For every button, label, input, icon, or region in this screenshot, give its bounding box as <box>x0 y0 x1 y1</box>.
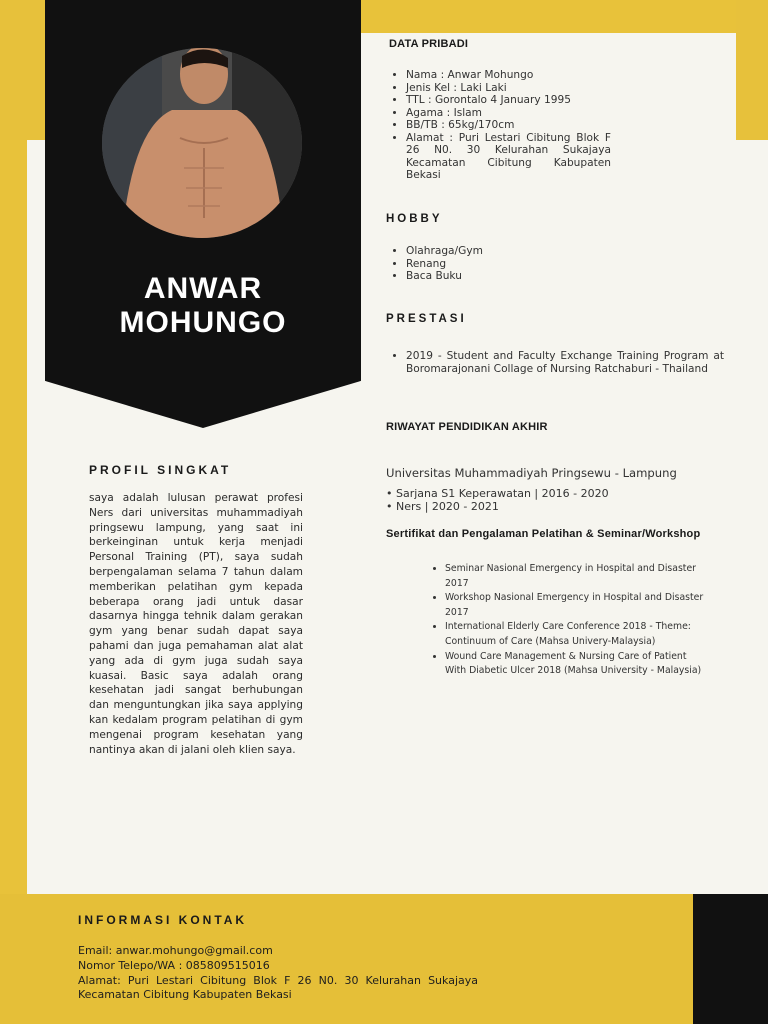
list-item: • Agama : Islam <box>406 107 611 120</box>
section-title-pendidikan: RIWAYAT PENDIDIKAN AKHIR <box>386 421 548 433</box>
section-title-prestasi: PRESTASI <box>386 313 467 325</box>
list-item: • Jenis Kel : Laki Laki <box>406 82 611 95</box>
hobby-list <box>386 245 606 283</box>
contact-info <box>78 944 478 1003</box>
education-degree: • Sarjana S1 Keperawatan | 2016 - 2020 <box>386 487 609 500</box>
background-panel-right <box>736 400 768 894</box>
education-degree: • Ners | 2020 - 2021 <box>386 500 499 513</box>
list-item: • International Elderly Care Conference 2018 - Theme: Continuum of Care (Mahsa Univery-Malaysia) <box>445 620 705 649</box>
list-item: • Alamat : Puri Lestari Cibitung Blok F 26 N0. 30 Kelurahan Sukajaya Kecamatan Cibitung Kabupaten Bekasi <box>406 132 611 182</box>
section-title-profil: PROFIL SINGKAT <box>89 463 232 477</box>
name-line-2: MOHUNGO <box>119 306 287 339</box>
list-item: • Wound Care Management & Nursing Care of Patient With Diabetic Ulcer 2018 (Mahsa University - Malaysia) <box>445 650 705 679</box>
person-name <box>45 272 361 340</box>
person-photo-icon <box>102 48 302 238</box>
contact-address: Alamat: Puri Lestari Cibitung Blok F 26 N0. 30 Kelurahan Sukajaya Kecamatan Cibitung Kabupaten Bekasi <box>78 973 478 1002</box>
list-item: • Seminar Nasional Emergency in Hospital and Disaster 2017 <box>445 562 705 591</box>
personal-data-list <box>386 69 611 182</box>
name-line-1: ANWAR <box>143 272 263 305</box>
list-item: • Workshop Nasional Emergency in Hospital and Disaster 2017 <box>445 591 705 620</box>
contact-email: Email: anwar.mohungo@gmail.com <box>78 944 273 957</box>
list-item: • Renang <box>406 258 606 271</box>
section-title-data-pribadi: DATA PRIBADI <box>389 38 469 50</box>
list-item: • 2019 - Student and Faculty Exchange Training Program at Boromarajonani Collage of Nursing Ratchaburi - Thailand <box>406 350 724 375</box>
list-item: • BB/TB : 65kg/170cm <box>406 119 611 132</box>
achievement-list <box>386 350 724 375</box>
contact-phone: Nomor Telepo/WA : 085809515016 <box>78 958 270 972</box>
section-title-hobby: HOBBY <box>386 213 443 225</box>
section-title-sertifikat: Sertifikat dan Pengalaman Pelatihan & Seminar/Workshop <box>386 528 701 540</box>
list-item: • Baca Buku <box>406 270 606 283</box>
list-item: • Nama : Anwar Mohungo <box>406 69 611 82</box>
list-item: • Olahraga/Gym <box>406 245 606 258</box>
list-item: • TTL : Gorontalo 4 January 1995 <box>406 94 611 107</box>
certificate-list <box>425 562 705 679</box>
footer-corner-block <box>693 894 768 1024</box>
section-title-kontak: INFORMASI KONTAK <box>78 913 248 927</box>
education-school: Universitas Muhammadiyah Pringsewu - Lampung <box>386 466 677 480</box>
profile-summary: saya adalah lulusan perawat profesi Ners dari universitas muhammadiyah pringsewu lampung, yang saat ini berkeinginan untuk kerja menjadi Personal Training (PT), saya sudah berpengalaman selama 7 tahun dalam memberikan pelatihan gym kepada beberapa orang jadi untuk dasar dasarnya hingga tehnik dalam gerakan gym yang benar sudah dapat saya pahami dan juga pemahaman alat alat yang ada di gym juga sudah saya kuasai. Basic saya adalah orang kesehatan jadi sangat berhubungan dan menguntungkan jika saya applying kan kedalam program pelatihan di gym mengenai program kesehatan yang nantinya akan di jalani oleh klien saya. <box>89 492 303 756</box>
avatar <box>102 48 302 238</box>
